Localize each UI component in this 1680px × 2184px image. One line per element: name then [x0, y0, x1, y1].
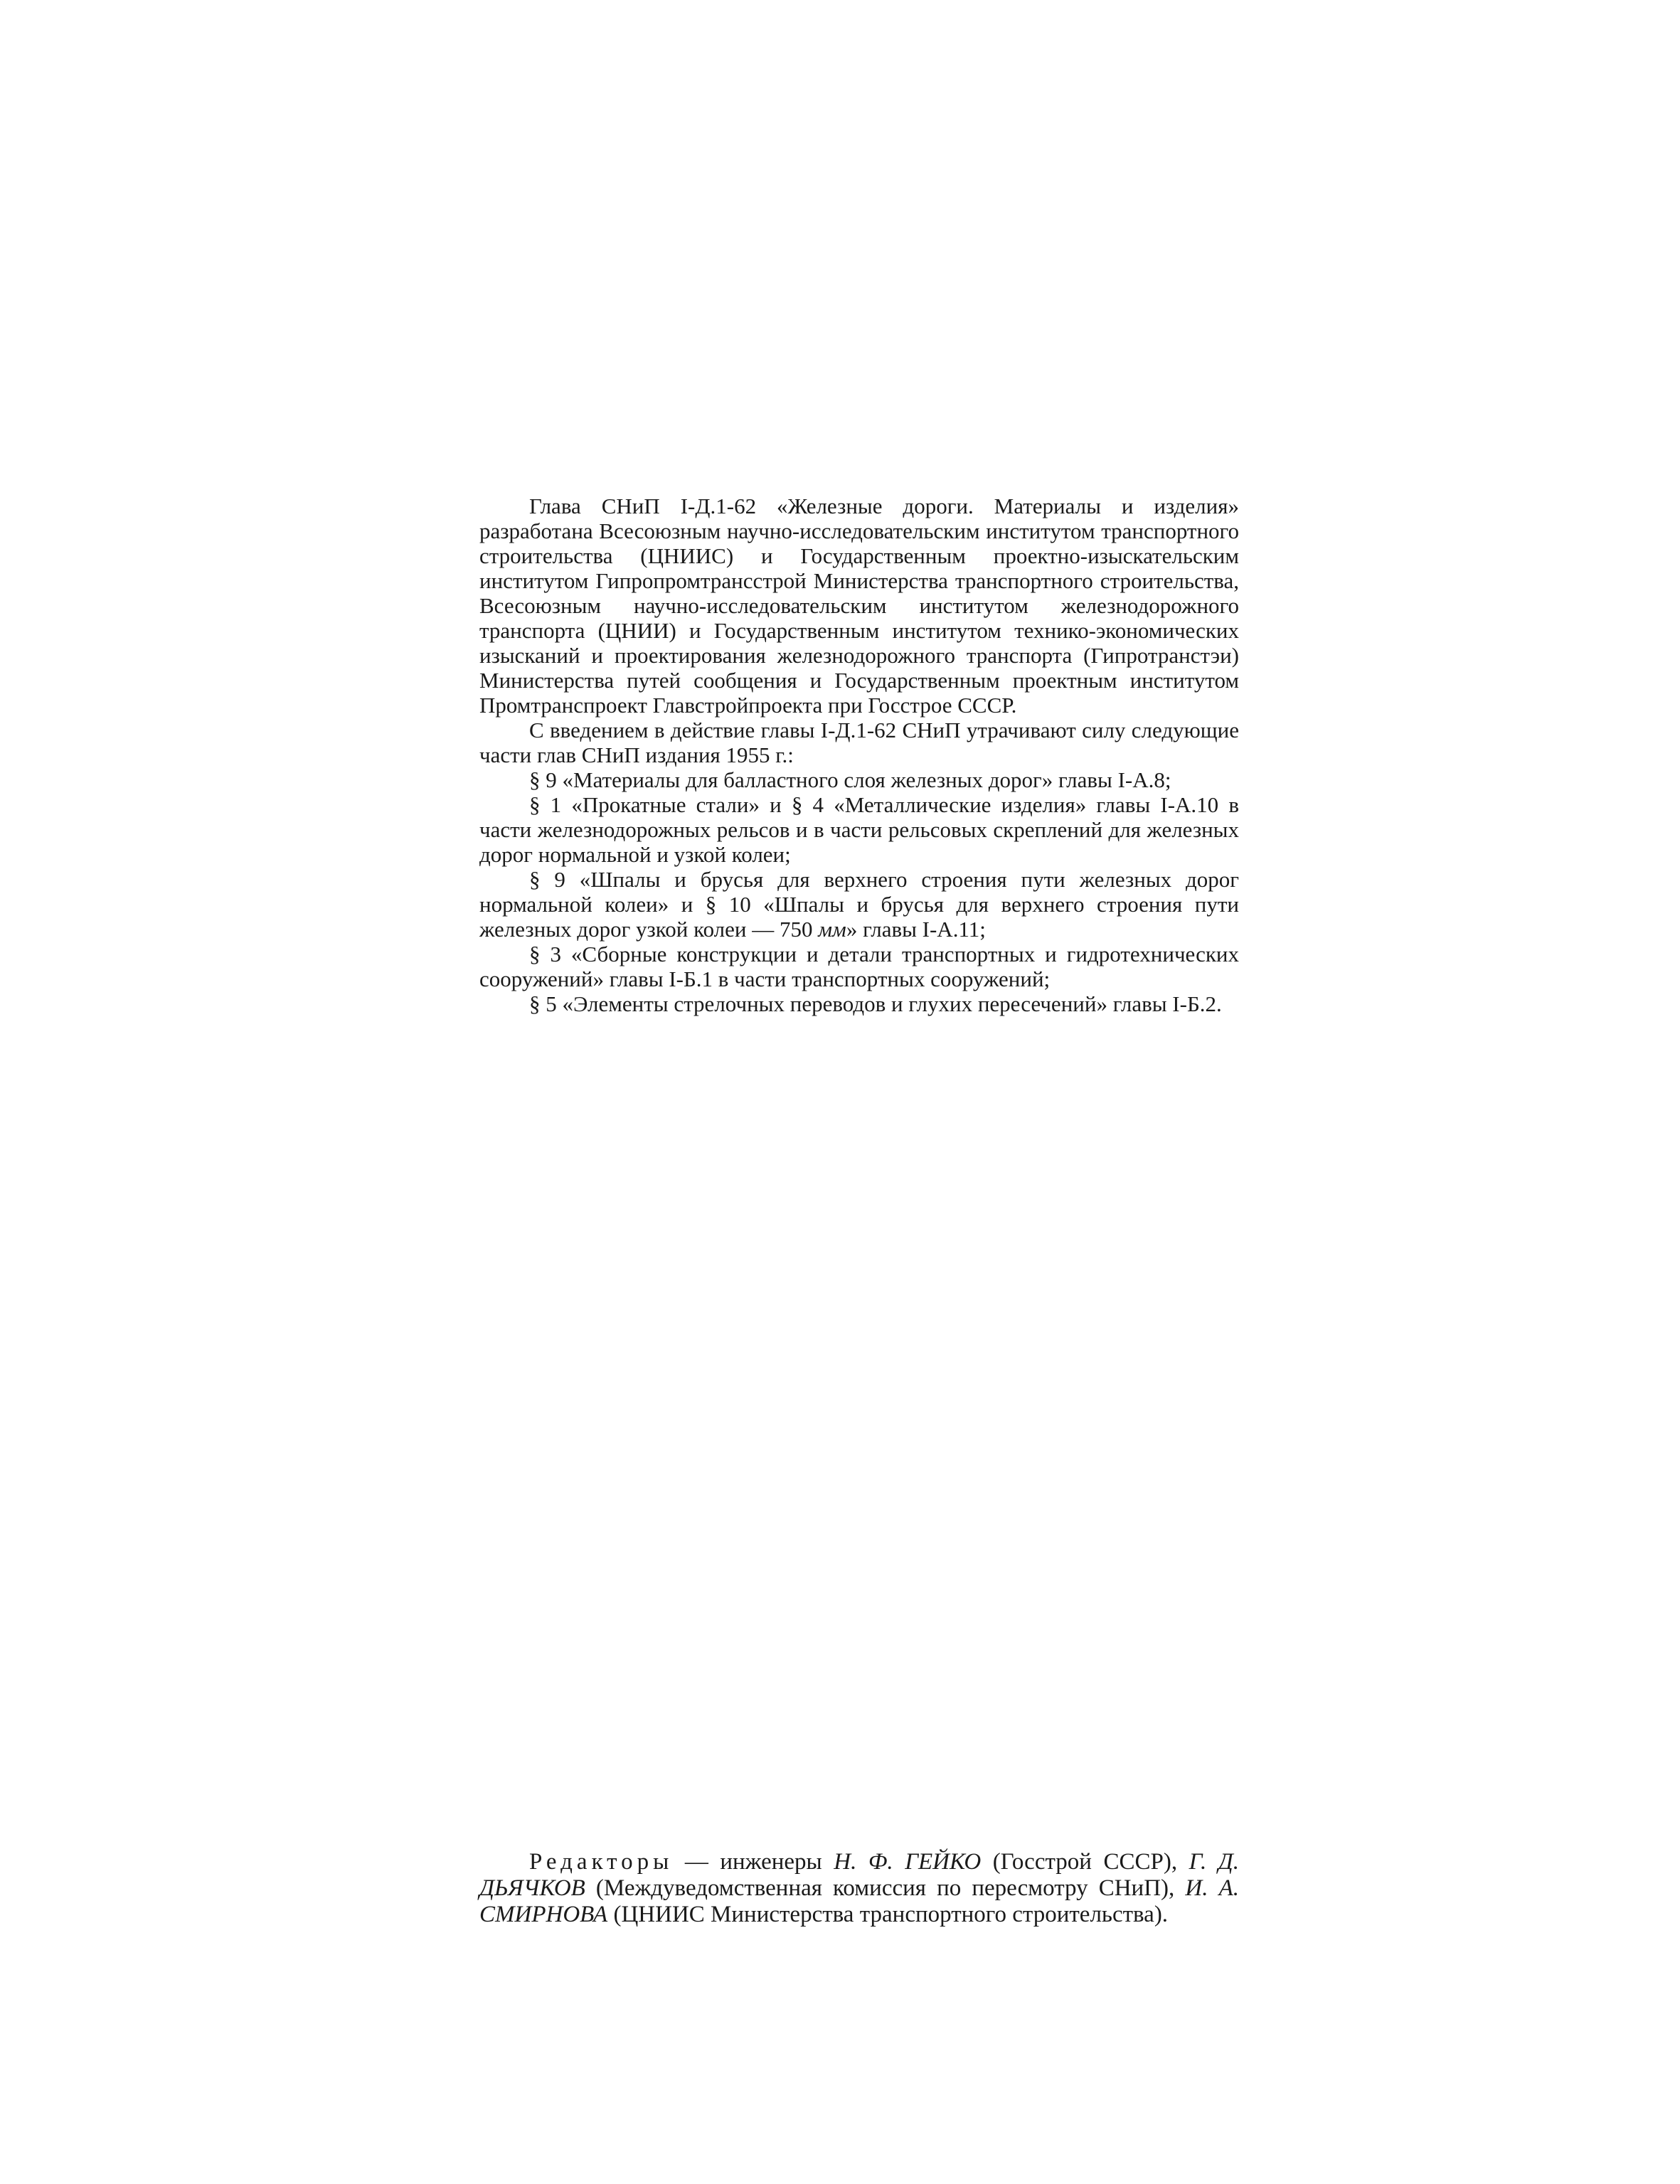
editors-paragraph [479, 1849, 1239, 1928]
editor-3-name: И. А. СМИРНОВА [479, 1875, 1239, 1927]
editor-2-name: Г. Д. ДЬЯЧКОВ [479, 1849, 1239, 1901]
sleepers-text-start: § 9 «Шпалы и брусья для верхнего строения пути железных дорог нормальной колеи» и § 10 «Шпалы и брусья для верхнего строения пути железных дорог узкой колеи — 750 [479, 867, 1239, 942]
editor-3-org: (ЦНИИС Министерства транспортного строительства). [607, 1902, 1169, 1927]
editor-1-org: (Госстрой СССР), [981, 1849, 1189, 1875]
editors-label: Редакторы [529, 1849, 674, 1875]
editor-2-org: (Междуведомственная комиссия по пересмотру СНиП), [585, 1875, 1186, 1901]
superseded-item-sleepers [479, 867, 1239, 942]
foreword-paragraph-origin: Глава СНиП I-Д.1-62 «Железные дороги. Материалы и изделия» разработана Всесоюзным научно-исследовательским институтом транспортного строительства (ЦНИИС) и Государственным проектно-изыскательским институтом Гипропромтрансстрой Министерства транспортного строительства, Всесоюзным научно-исследовательским институтом железнодорожного транспорта (ЦНИИ) и Государственным институтом технико-экономических изысканий и проектирования железнодорожного транспорта (Гипротранстэи) Министерства путей сообщения и Государственным проектным институтом Промтранспроект Главстройпроекта при Госстрое СССР. [479, 494, 1239, 718]
editors-role: — инженеры [673, 1849, 834, 1875]
superseded-item-structures: § 3 «Сборные конструкции и детали транспортных и гидротехнических сооружений» главы I-Б.1 в части транспортных сооружений; [479, 942, 1239, 991]
editors-block [479, 1849, 1239, 1928]
unit-mm: мм [818, 917, 846, 942]
superseded-item-ballast: § 9 «Материалы для балластного слоя железных дорог» главы I-A.8; [529, 767, 1171, 792]
sleepers-text-end: » главы I-A.11; [846, 917, 986, 942]
foreword-paragraph-superseded: С введением в действие главы I-Д.1-62 СНиП утрачивают силу следующие части глав СНиП издания 1955 г.: [479, 718, 1239, 767]
superseded-item-rails: § 1 «Прокатные стали» и § 4 «Металлические изделия» главы I-A.10 в части железнодорожных рельсов и в части рельсовых скреплений для железных дорог нормальной и узкой колеи; [479, 792, 1239, 867]
foreword-block [479, 494, 1239, 1016]
superseded-item-switches: § 5 «Элементы стрелочных переводов и глухих пересечений» главы I-Б.2. [529, 991, 1222, 1016]
editor-1-name: Н. Ф. ГЕЙКО [834, 1849, 982, 1875]
